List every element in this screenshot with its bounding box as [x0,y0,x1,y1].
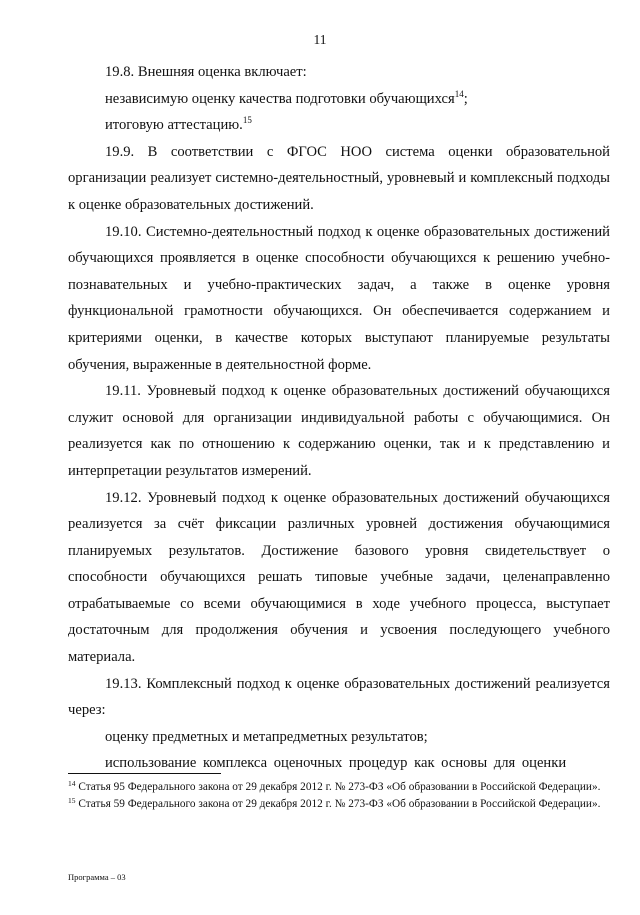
footnote-14 [68,780,610,796]
footnote-text: Статья 59 Федерального закона от 29 декабря 2012 г. № 273-ФЗ «Об образовании в Российской Федерации». [78,797,601,810]
list-item-assessment-complex: использование комплекса оценочных процедур как основы для оценки [105,755,567,772]
paragraph-19-9: 19.9. В соответствии с ФГОС НОО система оценки образовательной организации реализует системно-деятельностный, уровневый и комплексный подходы к оценке образовательных достижений. [68,143,610,213]
body-text [68,59,610,777]
list-item-independent-assessment [68,86,610,113]
page-footer: Программа – 03 [68,872,126,882]
list-item-text: независимую оценку качества подготовки обучающихся [105,90,455,107]
paragraph-19-12: 19.12. Уровневый подход к оценке образовательных достижений обучающихся реализуется за счёт фиксации различных уровней достижения обучающимися планируемых результатов. Достижение базового уровня свидетельствует о способности обучающихся решать типовые учебные задачи, целенаправленно отрабатываемые со всеми обучающимися в ходе учебного процесса, выступает достаточным для продолжения обучения и усвоения последующего учебного материала. [68,489,610,666]
footnote-mark: 14 [68,779,76,788]
footnote-ref-14[interactable]: 14 [454,88,464,99]
paragraph-19-10: 19.10. Системно-деятельностный подход к оценке образовательных достижений обучающихся проявляется в оценке способности обучающихся к решению учебно-познавательных и учебно-практических задач, а также в оценке уровня функциональной грамотности обучающихся. Он обеспечивается содержанием и критериями оценки, в качестве которых выступают планируемые результаты обучения, выраженные в деятельностной форме. [68,223,610,373]
list-item-tail: ; [463,90,468,107]
paragraph-19-8: 19.8. Внешняя оценка включает: [105,64,307,80]
footnote-text: Статья 95 Федерального закона от 29 декабря 2012 г. № 273-ФЗ «Об образовании в Российской Федерации». [78,781,601,793]
footnote-15 [68,797,610,813]
list-item-subject-results: оценку предметных и метапредметных результатов; [105,728,428,745]
footnote-separator [68,773,221,774]
list-item-text: итоговую аттестацию. [105,117,243,134]
list-item-final-attestation [68,112,610,139]
footnote-mark: 15 [68,795,76,805]
paragraph-19-11: 19.11. Уровневый подход к оценке образовательных достижений обучающихся служит основой для организации индивидуальной работы с обучающимися. Он реализуется как по отношению к содержанию оценки, так и к представлению и интерпретации результатов измерений. [68,383,610,479]
paragraph-19-13: 19.13. Комплексный подход к оценке образовательных достижений реализуется через: [68,675,610,719]
footnotes [68,780,610,813]
footnote-ref-15[interactable]: 15 [242,115,252,126]
page-number: 11 [313,32,327,47]
